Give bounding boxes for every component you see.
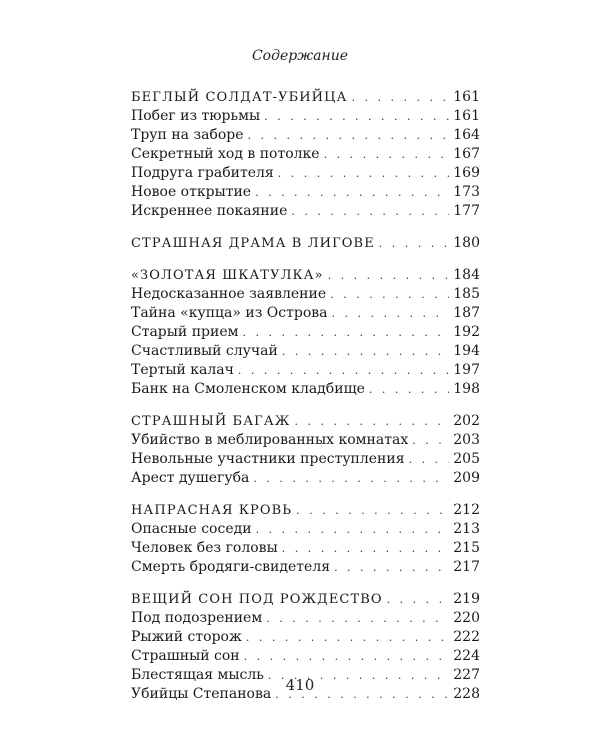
toc-entry xyxy=(131,342,480,361)
entry-title: Рыжий сторож xyxy=(131,629,242,645)
toc-entry xyxy=(131,361,480,380)
entry-page-number: 205 xyxy=(453,451,480,467)
section-gap xyxy=(131,253,480,266)
toc-entry xyxy=(131,304,480,323)
entry-title: ВЕЩИЙ СОН ПОД РОЖДЕСТВО xyxy=(131,592,383,607)
section-gap xyxy=(131,221,480,234)
dot-leader xyxy=(266,609,449,628)
toc-chapter xyxy=(131,412,480,431)
entry-page-number: 213 xyxy=(453,521,480,537)
entry-page-number: 185 xyxy=(453,286,480,302)
dot-leader xyxy=(387,590,450,609)
page-number: 410 xyxy=(285,676,315,694)
dot-leader xyxy=(243,323,450,342)
entry-title: Тайна «купца» из Острова xyxy=(131,305,328,321)
entry-page-number: 173 xyxy=(453,184,480,200)
toc-entry xyxy=(131,469,480,488)
dot-leader xyxy=(264,107,449,126)
entry-title: СТРАШНАЯ ДРАМА В ЛИГОВЕ xyxy=(131,236,375,251)
entry-title: Недосказанное заявление xyxy=(131,286,327,302)
toc-entry xyxy=(131,145,480,164)
entry-page-number: 217 xyxy=(453,559,480,575)
dot-leader xyxy=(246,628,449,647)
entry-page-number: 220 xyxy=(453,610,480,626)
dot-leader xyxy=(248,126,450,145)
entry-title: Невольные участники преступления xyxy=(131,451,405,467)
entry-title: Секретный ход в потолке xyxy=(131,146,320,162)
dot-leader xyxy=(334,558,449,577)
toc-entry xyxy=(131,323,480,342)
table-of-contents xyxy=(131,88,480,704)
entry-page-number: 194 xyxy=(453,343,480,359)
toc-chapter xyxy=(131,88,480,107)
entry-title: Убийцы Степанова xyxy=(131,686,272,702)
entry-page-number: 164 xyxy=(453,127,480,143)
entry-page-number: 187 xyxy=(453,305,480,321)
dot-leader xyxy=(278,164,450,183)
entry-title: Банк на Смоленском кладбище xyxy=(131,381,365,397)
entry-title: Арест душегуба xyxy=(131,470,250,486)
entry-title: Старый прием xyxy=(131,324,239,340)
toc-entry xyxy=(131,609,480,628)
entry-title: Опасные соседи xyxy=(131,521,252,537)
dot-leader xyxy=(332,304,450,323)
entry-title: СТРАШНЫЙ БАГАЖ xyxy=(131,414,291,429)
dot-leader xyxy=(255,183,449,202)
dot-leader xyxy=(296,501,449,520)
toc-entry xyxy=(131,380,480,399)
toc-entry xyxy=(131,647,480,666)
dot-leader xyxy=(412,431,449,450)
entry-page-number: 197 xyxy=(453,362,480,378)
section-gap xyxy=(131,399,480,412)
entry-page-number: 202 xyxy=(453,413,480,429)
toc-entry xyxy=(131,126,480,145)
dot-leader xyxy=(291,202,449,221)
entry-title: Побег из тюрьмы xyxy=(131,108,261,124)
entry-title: Счастливый случай xyxy=(131,343,278,359)
dot-leader xyxy=(256,520,450,539)
dot-leader xyxy=(409,450,450,469)
dot-leader xyxy=(352,88,450,107)
toc-entry xyxy=(131,539,480,558)
dot-leader xyxy=(328,266,450,285)
entry-title: Убийство в меблированных комнатах xyxy=(131,432,409,448)
toc-entry xyxy=(131,520,480,539)
toc-chapter xyxy=(131,234,480,253)
entry-title: Подруга грабителя xyxy=(131,165,274,181)
entry-page-number: 198 xyxy=(453,381,480,397)
toc-entry xyxy=(131,431,480,450)
entry-page-number: 161 xyxy=(453,89,480,105)
entry-title: Под подозрением xyxy=(131,610,263,626)
dot-leader xyxy=(369,380,449,399)
dot-leader xyxy=(295,412,450,431)
section-gap xyxy=(131,577,480,590)
toc-chapter xyxy=(131,266,480,285)
dot-leader xyxy=(253,469,449,488)
toc-entry xyxy=(131,558,480,577)
entry-title: «ЗОЛОТАЯ ШКАТУЛКА» xyxy=(131,268,324,283)
entry-title: НАПРАСНАЯ КРОВЬ xyxy=(131,503,293,518)
toc-entry xyxy=(131,107,480,126)
toc-entry xyxy=(131,285,480,304)
dot-leader xyxy=(282,539,450,558)
toc-chapter xyxy=(131,590,480,609)
toc-entry xyxy=(131,183,480,202)
entry-page-number: 219 xyxy=(453,591,480,607)
entry-page-number: 161 xyxy=(453,108,480,124)
dot-leader xyxy=(379,234,449,253)
entry-page-number: 222 xyxy=(453,629,480,645)
entry-title: БЕГЛЫЙ СОЛДАТ-УБИЙЦА xyxy=(131,90,348,105)
entry-title: Человек без головы xyxy=(131,540,278,556)
toc-entry xyxy=(131,202,480,221)
entry-title: Страшный сон xyxy=(131,648,240,664)
toc-entry xyxy=(131,628,480,647)
entry-title: Смерть бродяги-свидетеля xyxy=(131,559,331,575)
entry-page-number: 180 xyxy=(453,235,480,251)
entry-page-number: 203 xyxy=(453,432,480,448)
dot-leader xyxy=(324,145,450,164)
dot-leader xyxy=(330,285,449,304)
entry-title: Труп на заборе xyxy=(131,127,244,143)
entry-page-number: 184 xyxy=(453,267,480,283)
toc-chapter xyxy=(131,501,480,520)
entry-page-number: 227 xyxy=(453,667,480,683)
entry-page-number: 209 xyxy=(453,470,480,486)
entry-title: Тертый калач xyxy=(131,362,234,378)
entry-page-number: 228 xyxy=(453,686,480,702)
entry-page-number: 177 xyxy=(453,203,480,219)
dot-leader xyxy=(282,342,449,361)
entry-page-number: 215 xyxy=(453,540,480,556)
entry-page-number: 212 xyxy=(453,502,480,518)
section-gap xyxy=(131,488,480,501)
entry-page-number: 169 xyxy=(453,165,480,181)
running-head: Содержание xyxy=(251,48,349,64)
entry-title: Новое открытие xyxy=(131,184,252,200)
toc-entry xyxy=(131,450,480,469)
entry-title: Искреннее покаяние xyxy=(131,203,288,219)
dot-leader xyxy=(238,361,449,380)
dot-leader xyxy=(244,647,450,666)
entry-page-number: 192 xyxy=(453,324,480,340)
entry-page-number: 224 xyxy=(453,648,480,664)
entry-title: Блестящая мысль xyxy=(131,667,264,683)
toc-entry xyxy=(131,164,480,183)
entry-page-number: 167 xyxy=(453,146,480,162)
